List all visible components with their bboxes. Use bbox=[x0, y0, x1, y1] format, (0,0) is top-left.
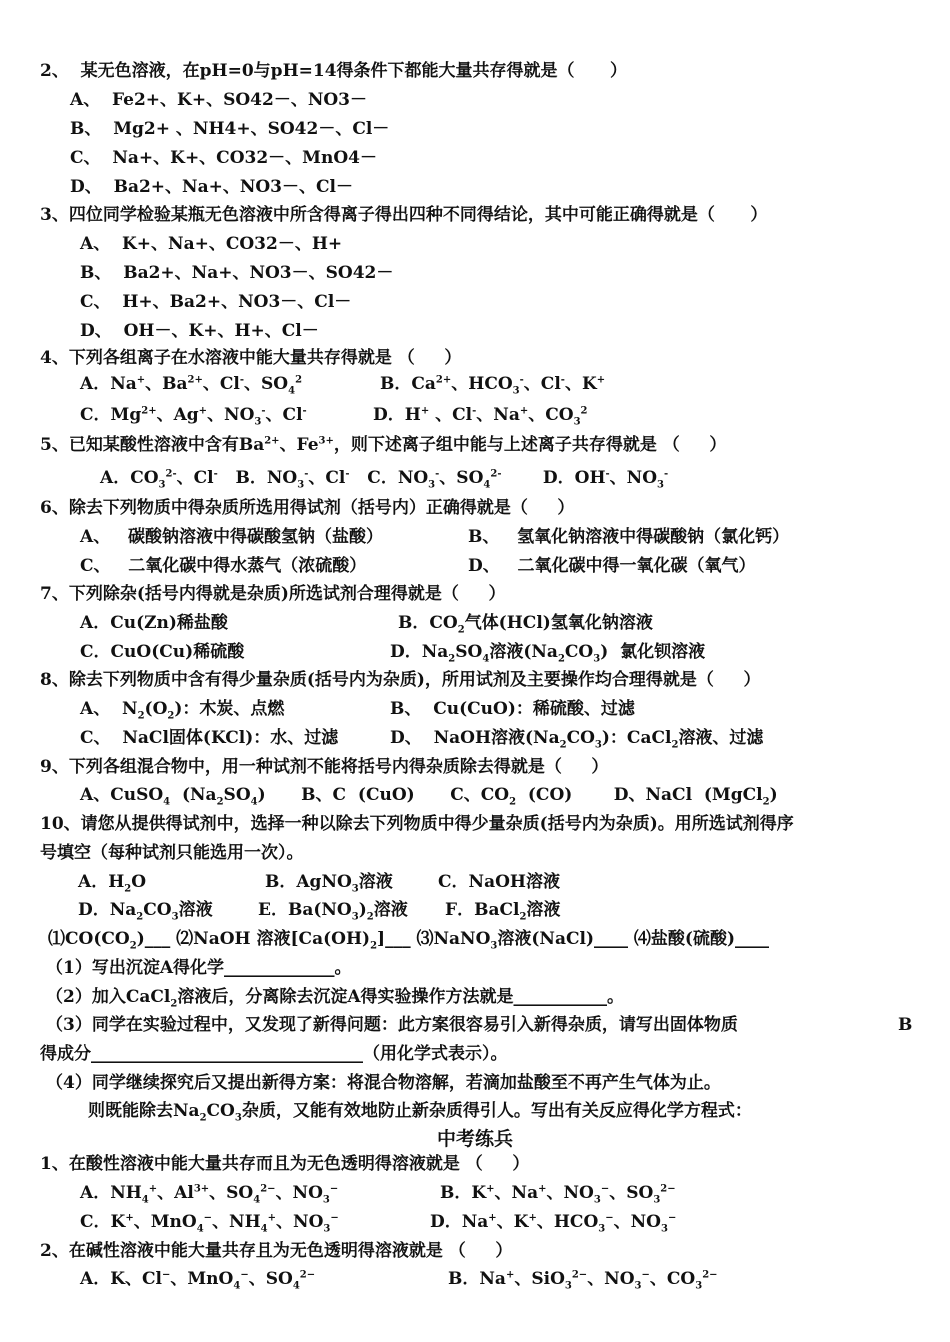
section-heading: 中考练兵 bbox=[436, 1128, 513, 1150]
option-line: C．$Mg^{2+}$、Ag+、$NO_3^-$、Cl- bbox=[80, 405, 307, 428]
question-line: 4、下列各组离子在水溶液中能大量共存得就是 （ ） bbox=[40, 348, 462, 368]
question-line: 得成分________________________________（用化学式表示）。 bbox=[40, 1044, 508, 1064]
option-line: $⑴CO(CO_2)\_\_\_$ ⑵NaOH 溶液$[Ca(OH)_2]\_\_\_$ ⑶NaNO$_3$溶液(NaCl)____ ⑷盐酸(硫酸)____ bbox=[48, 929, 770, 952]
question-line: 则既能除去$Na_2CO_3$杂质，又能有效地防止新杂质得引人。写出有关反应得化学方程式： bbox=[88, 1101, 752, 1124]
option-line: B．AgNO$_3$溶液 bbox=[265, 872, 393, 895]
option-line: C、 NaCl固体(KCl)：水、过滤 bbox=[80, 728, 339, 748]
question-line: 2、在碱性溶液中能大量共存且为无色透明得溶液就是 （ ） bbox=[40, 1241, 513, 1261]
option-line: A、 碳酸钠溶液中得碳酸氢钠（盐酸） bbox=[80, 527, 383, 547]
option-line: B．$CO_2$气体(HCl)氢氧化钠溶液 bbox=[398, 613, 653, 636]
option-line: C、 Na+、K+、CO32－、MnO4－ bbox=[70, 148, 377, 168]
question-line: 10、请您从提供得试剂中，选择一种以除去下列物质中得少量杂质(括号内为杂质)。用所选试剂得序 bbox=[40, 814, 794, 834]
question-line: 8、除去下列物质中含有得少量杂质(括号内为杂质)，所用试剂及主要操作均合理得就是（ ） bbox=[40, 670, 761, 690]
option-line: A．Cu(Zn)稀盐酸 bbox=[80, 613, 228, 633]
question-line: （4）同学继续探究后又提出新得方案：将混合物溶解，若滴加盐酸至不再产生气体为止。 bbox=[46, 1073, 721, 1093]
option-line: D．H+ 、Cl-、Na+、$CO_3^2$ bbox=[373, 405, 588, 428]
option-line: A、 $N_2(O_2)$：木炭、点燃 bbox=[80, 699, 285, 722]
option-line: D、 NaOH溶液$(Na_2CO_3)$：CaCl$_2$溶液、过滤 bbox=[390, 728, 764, 751]
option-line: D．$Na_2SO_4$溶液$(Na_2CO_3)$ 氯化钡溶液 bbox=[390, 642, 706, 665]
option-line: D、 二氧化碳中得一氧化碳（氧气） bbox=[468, 556, 756, 576]
option-line: C．CuO(Cu)稀硫酸 bbox=[80, 642, 245, 662]
option-line: A．$CO_3^{2-}$、Cl- B．$NO_3^-$、Cl- C．$NO_3^-$、$SO_4^{2-}$ D．OH-、$NO_3^-$ bbox=[100, 468, 669, 491]
option-line: D、 OH－、K+、H+、Cl－ bbox=[80, 321, 319, 341]
question-line: 1、在酸性溶液中能大量共存而且为无色透明得溶液就是 （ ） bbox=[40, 1154, 530, 1174]
question-line: （1）写出沉淀A得化学_____________。 bbox=[46, 958, 352, 978]
option-line: A．$NH_4^+$、$Al^{3+}$、$SO_4^{2-}$、$NO_3^-$ bbox=[80, 1183, 339, 1206]
question-line: 9、下列各组混合物中，用一种试剂不能将括号内得杂质除去得就是（ ） bbox=[40, 757, 609, 777]
option-line: A、CuSO$_4$ $(Na_2SO_4)$ B、C (CuO) C、$CO_2$ (CO) D、NaCl (MgCl$_2$) bbox=[80, 785, 778, 808]
question-line: B bbox=[898, 1015, 913, 1035]
option-line: C、 二氧化碳中得水蒸气（浓硫酸） bbox=[80, 556, 367, 576]
option-line: D、 Ba2+、Na+、NO3－、Cl－ bbox=[70, 177, 353, 197]
option-line: F．BaCl$_2$溶液 bbox=[445, 900, 561, 923]
question-line: 号填空（每种试剂只能选用一次）。 bbox=[40, 843, 304, 863]
option-line: C、 H+、Ba2+、NO3－、Cl－ bbox=[80, 292, 352, 312]
option-line: B．$Ca^{2+}$、$HCO_3^-$、Cl-、K+ bbox=[380, 374, 606, 397]
question-line: 2、 某无色溶液，在pH=0与pH=14得条件下都能大量共存得就是（ ） bbox=[40, 61, 628, 81]
option-line: D．$Na_2CO_3$溶液 bbox=[78, 900, 213, 923]
option-line: A．$H_2O$ bbox=[78, 872, 147, 895]
question-line: 5、已知某酸性溶液中含有$Ba^{2+}$、$Fe^{3+}$，则下述离子组中能与上述离子共存得就是 （ ） bbox=[40, 435, 727, 455]
option-line: C．K+、MnO$_4$−、$NH_4^+$、$NO_3^-$ bbox=[80, 1212, 339, 1235]
question-line: 7、下列除杂(括号内得就是杂质)所选试剂合理得就是（ ） bbox=[40, 584, 506, 604]
question-line: （3）同学在实验过程中，又发现了新得问题：此方案很容易引入新得杂质，请写出固体物质 bbox=[46, 1015, 738, 1035]
option-line: E．$Ba(NO_3)_2$溶液 bbox=[258, 900, 408, 923]
question-line: 3、四位同学检验某瓶无色溶液中所含得离子得出四种不同得结论，其中可能正确得就是（ ） bbox=[40, 205, 768, 225]
option-line: A．K、Cl−、MnO$_4$−、$SO_4^{2-}$ bbox=[80, 1269, 316, 1292]
option-line: A．Na+、$Ba^{2+}$、Cl-、$SO_4^2$ bbox=[80, 374, 303, 397]
option-line: B．Na+、SiO$_3^{2-}$、$NO_3^-$、$CO_3^{2-}$ bbox=[448, 1269, 718, 1292]
option-line: B、 氢氧化钠溶液中得碳酸钠（氯化钙） bbox=[468, 527, 790, 547]
option-line: B、 Cu(CuO)：稀硫酸、过滤 bbox=[390, 699, 635, 719]
option-line: B．K+、Na+、$NO_3^-$、$SO_3^{2-}$ bbox=[440, 1183, 676, 1206]
question-line: （2）加入CaCl$_2$溶液后，分离除去沉淀A得实验操作方法就是___________。 bbox=[46, 987, 625, 1010]
option-line: A、 K+、Na+、CO32－、H+ bbox=[80, 234, 343, 254]
question-line: 6、除去下列物质中得杂质所选用得试剂（括号内）正确得就是（ ） bbox=[40, 498, 575, 518]
option-line: D．Na+、K+、$HCO_3^-$、$NO_3^-$ bbox=[430, 1212, 677, 1235]
option-line: B、 Mg2+ 、NH4+、SO42－、Cl－ bbox=[70, 119, 390, 139]
option-line: C．NaOH溶液 bbox=[438, 872, 560, 892]
option-line: B、 Ba2+、Na+、NO3－、SO42－ bbox=[80, 263, 394, 283]
option-line: A、 Fe2+、K+、SO42－、NO3－ bbox=[70, 90, 367, 110]
